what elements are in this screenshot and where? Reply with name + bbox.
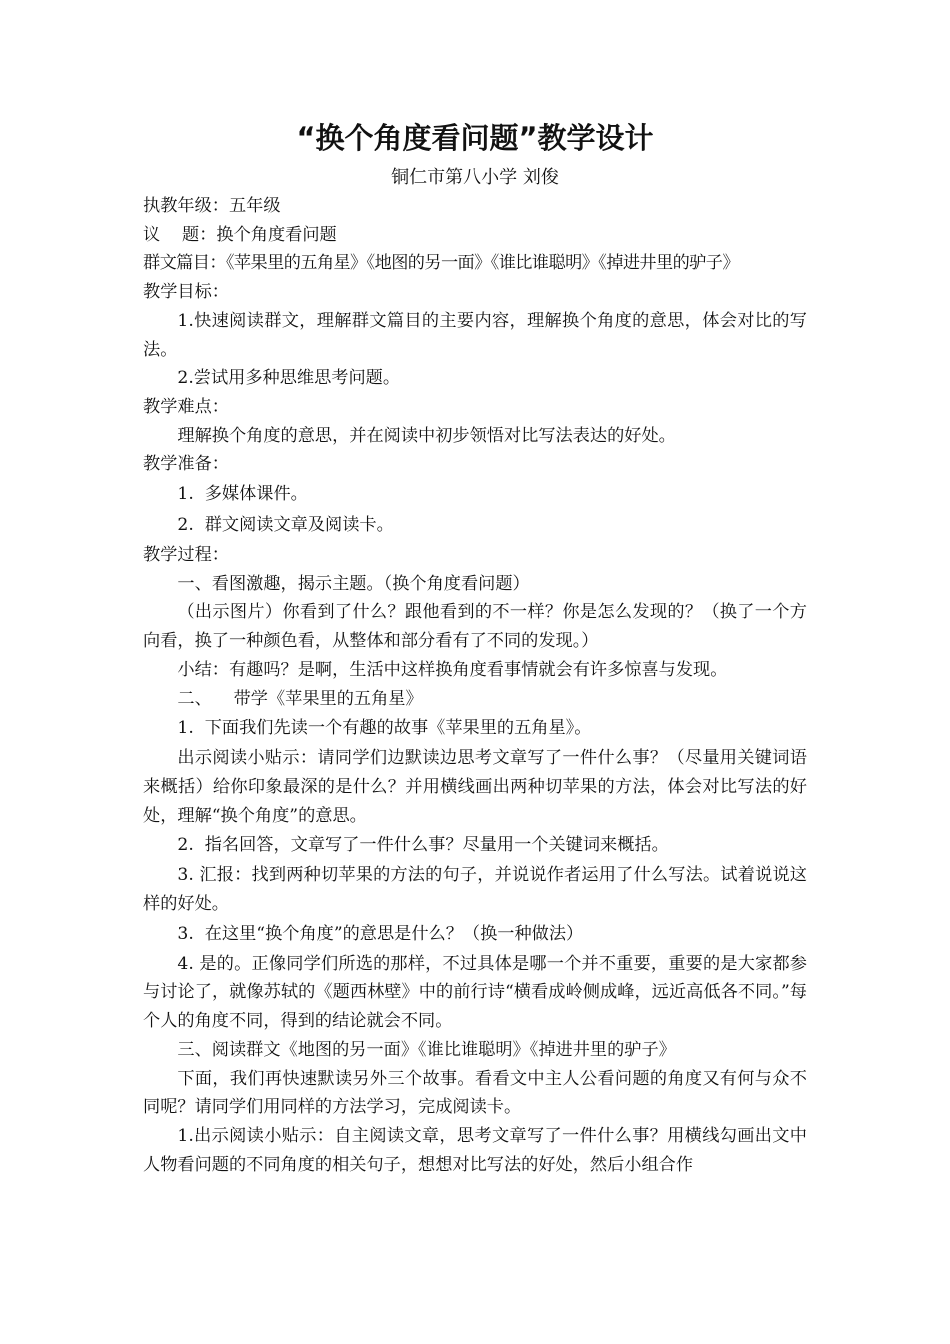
process-heading: 教学过程： <box>143 545 229 566</box>
document-body <box>143 192 807 1179</box>
step2-heading: 二、 带学《苹果里的五角星》 <box>177 688 423 709</box>
step3-item-1: 1.出示阅读小贴示：自主阅读文章，思考文章写了一件什么事？用横线勾画出文中人物看问题的不同角度的相关句子，想想对比写法的好处，然后小组合作 <box>143 1125 807 1175</box>
prep-item-2: 2. 群文阅读文章及阅读卡。 <box>177 515 394 536</box>
prep-item-1: 1. 多媒体课件。 <box>177 484 308 505</box>
step2-item-2: 2. 指名回答，文章写了一件什么事？尽量用一个关键词来概括。 <box>177 835 669 856</box>
grade-line: 执教年级：五年级 <box>143 196 281 216</box>
topic-line: 议 题：换个角度看问题 <box>143 224 337 245</box>
document-title: “换个角度看问题”教学设计 <box>296 121 654 155</box>
step2-item-4: 4. 是的。正像同学们所选的那样，不过具体是哪一个并不重要，重要的是大家都参与讨论了，就像苏轼的《题西林壁》中的前行诗“横看成岭侧成峰，远近高低各不同。”每个人的角度不同，得到的结论就会不同。 <box>143 953 807 1032</box>
step2-item-3a: 3. 汇报：找到两种切苹果的方法的句子，并说说作者运用了什么写法。试着说说这样的好处。 <box>143 865 807 915</box>
step3-text: 下面，我们再快速默读另外三个故事。看看文中主人公看问题的角度又有何与众不同呢？请同学们用同样的方法学习，完成阅读卡。 <box>143 1068 807 1118</box>
step1-heading: 一、看图激趣，揭示主题。（换个角度看问题） <box>177 573 530 594</box>
goal-1: 1.快速阅读群文，理解群文篇目的主要内容，理解换个角度的意思，体会对比的写法。 <box>143 310 807 360</box>
prep-heading: 教学准备： <box>143 454 229 475</box>
texts-line: 群文篇目：《苹果里的五角星》《地图的另一面》《谁比谁聪明》《掉进井里的驴子》 <box>143 253 739 274</box>
step1-summary: 小结：有趣吗？是啊，生活中这样换角度看事情就会有许多惊喜与发现。 <box>177 659 728 680</box>
goals-heading: 教学目标： <box>143 282 229 303</box>
difficulty-text: 理解换个角度的意思，并在阅读中初步领悟对比写法表达的好处。 <box>177 425 676 446</box>
step1-text: （出示图片）你看到了什么？跟他看到的不一样？你是怎么发现的？（换了一个方向看，换了一种颜色看，从整体和部分看有了不同的发现。） <box>143 602 807 652</box>
step2-tip: 出示阅读小贴示：请同学们边默读边思考文章写了一件什么事？（尽量用关键词语来概括）给你印象最深的是什么？并用横线画出两种切苹果的方法，体会对比写法的好处，理解“换个角度”的意思。 <box>143 748 807 826</box>
step3-heading: 三、阅读群文《地图的另一面》《谁比谁聪明》《掉进井里的驴子》 <box>177 1039 676 1060</box>
difficulty-heading: 教学难点： <box>143 396 229 417</box>
author-line: 铜仁市第八小学 刘俊 <box>391 167 559 188</box>
step2-item-3b: 3. 在这里“换个角度”的意思是什么？（换一种做法） <box>177 923 584 944</box>
step2-item-1: 1. 下面我们先读一个有趣的故事《苹果里的五角星》。 <box>177 718 592 739</box>
goal-2: 2.尝试用多种思维思考问题。 <box>177 368 401 389</box>
